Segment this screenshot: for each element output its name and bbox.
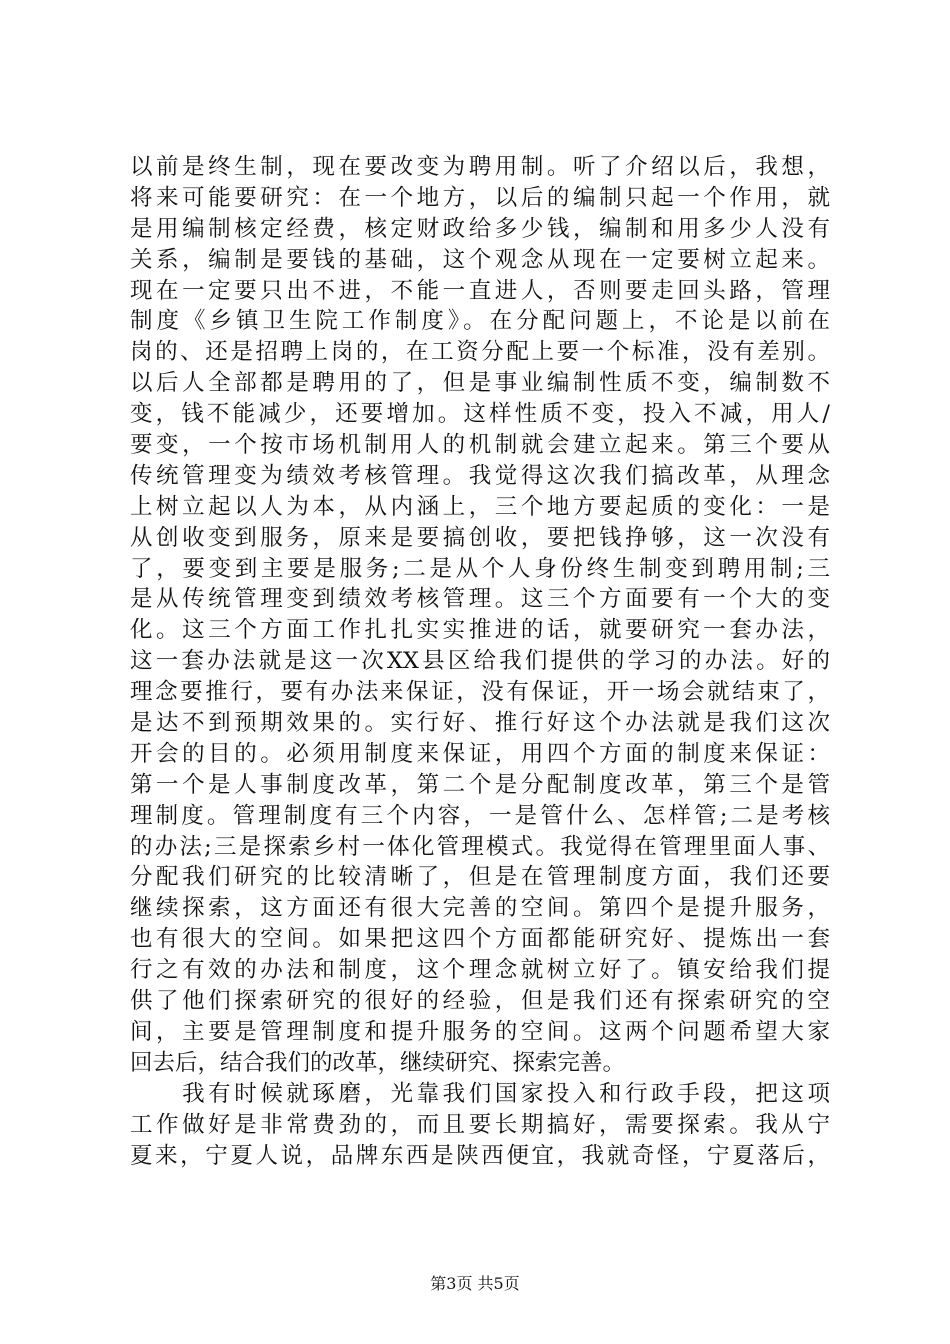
text-line: 关系，编制是要钱的基础，这个观念从现在一定要树立起来。 <box>130 246 830 273</box>
paragraph-end-line: 回去后，结合我们的改革，继续研究、探索完善。 <box>130 1049 626 1076</box>
text-line: 这一套办法就是这一次XX县区给我们提供的学习的办法。好的 <box>130 648 830 675</box>
text-line: 以前是终生制，现在要改变为聘用制。听了介绍以后，我想， <box>130 154 830 180</box>
text-line: 开会的目的。必须用制度来保证，用四个方面的制度来保证： <box>130 740 830 767</box>
text-line: 制度《乡镇卫生院工作制度》。在分配问题上，不论是以前在 <box>130 308 830 335</box>
text-line: 要变，一个按市场机制用人的机制就会建立起来。第三个要从 <box>130 432 830 459</box>
text-line: 也有很大的空间。如果把这四个方面都能研究好、提炼出一套 <box>130 926 830 953</box>
body-text <box>130 152 830 1171</box>
text-line: 第一个是人事制度改革，第二个是分配制度改革，第三个是管 <box>130 771 830 798</box>
text-line: 是从传统管理变到绩效考核管理。这三个方面要有一个大的变 <box>130 586 830 613</box>
text-line: 以后人全部都是聘用的了，但是事业编制性质不变，编制数不 <box>130 370 830 397</box>
text-line: 理念要推行，要有办法来保证，没有保证，开一场会就结束了， <box>130 679 830 706</box>
text-line: 传统管理变为绩效考核管理。我觉得这次我们搞改革，从理念 <box>130 462 830 489</box>
text-line: 继续探索，这方面还有很大完善的空间。第四个是提升服务， <box>130 895 830 922</box>
text-line: 分配我们研究的比较清晰了，但是在管理制度方面，我们还要 <box>130 864 830 891</box>
text-line: 将来可能要研究：在一个地方，以后的编制只起一个作用，就 <box>130 184 830 211</box>
text-line: 间，主要是管理制度和提升服务的空间。这两个问题希望大家 <box>130 1018 830 1045</box>
text-line: 行之有效的办法和制度，这个理念就树立好了。镇安给我们提 <box>130 957 830 984</box>
text-line: 的办法;三是探索乡村一体化管理模式。我觉得在管理里面人事、 <box>130 833 830 860</box>
text-line: 是达不到预期效果的。实行好、推行好这个办法就是我们这次 <box>130 710 830 737</box>
text-line: 化。这三个方面工作扎扎实实推进的话，就要研究一套办法， <box>130 617 830 644</box>
text-line: 供了他们探索研究的很好的经验，但是我们还有探索研究的空 <box>130 988 830 1015</box>
text-line: 岗的、还是招聘上岗的，在工资分配上要一个标准，没有差别。 <box>130 339 830 366</box>
page-footer: 第3页 共5页 <box>430 1274 520 1293</box>
text-line: 理制度。管理制度有三个内容，一是管什么、怎样管;二是考核 <box>130 802 830 829</box>
text-line: 上树立起以人为本，从内涵上，三个地方要起质的变化：一是 <box>130 493 830 520</box>
paragraph-start-line: 我有时候就琢磨，光靠我们国家投入和行政手段，把这项 <box>130 1080 830 1107</box>
text-line: 现在一定要只出不进，不能一直进人，否则要走回头路，管理 <box>130 277 830 304</box>
text-line: 工作做好是非常费劲的，而且要长期搞好，需要探索。我从宁 <box>130 1111 830 1138</box>
text-line: 从创收变到服务，原来是要搞创收，要把钱挣够，这一次没有 <box>130 524 830 551</box>
text-line: 变，钱不能减少，还要增加。这样性质不变，投入不减，用人/ <box>130 401 830 428</box>
text-line: 了，要变到主要是服务;二是从个人身份终生制变到聘用制;三 <box>130 555 830 582</box>
text-line: 夏来，宁夏人说，品牌东西是陕西便宜，我就奇怪，宁夏落后， <box>130 1142 830 1169</box>
text-line: 是用编制核定经费，核定财政给多少钱，编制和用多少人没有 <box>130 215 830 242</box>
